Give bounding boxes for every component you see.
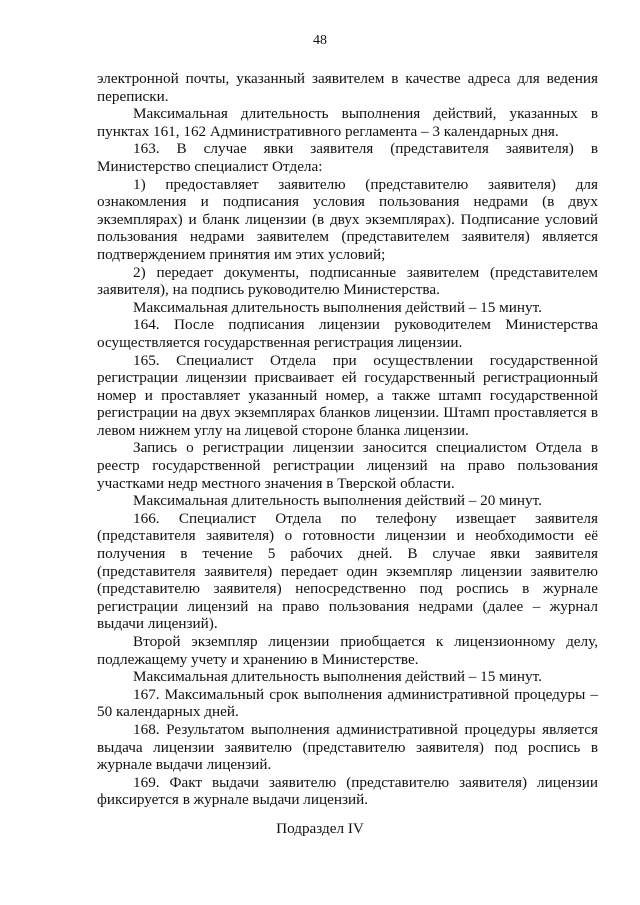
document-body (97, 70, 598, 809)
paragraph: 166. Специалист Отдела по телефону извещает заявителя (представителя заявителя) о готовности лицензии и необходимости её получения в течение 5 рабочих дней. В случае явки заявителя (представителя заявителя) передает один экземпляр лицензии заявителю (представителю заявителя) непосредственно под роспись в журнале регистрации лицензий на право пользования недрами (далее – журнал выдачи лицензий). (97, 509, 598, 633)
paragraph: 164. После подписания лицензии руководителем Министерства осуществляется государственная регистрация лицензии. (97, 316, 598, 351)
paragraph: электронной почты, указанный заявителем в качестве адреса для ведения переписки. (97, 70, 598, 105)
paragraph: 163. В случае явки заявителя (представителя заявителя) в Министерство специалист Отдела: (97, 140, 598, 175)
paragraph: 167. Максимальный срок выполнения административной процедуры – 50 календарных дней. (97, 685, 598, 721)
paragraph: 169. Факт выдачи заявителю (представителю заявителя) лицензии фиксируется в журнале выдачи лицензий. (97, 773, 598, 809)
paragraph: Максимальная длительность выполнения действий – 15 минут. (133, 298, 542, 316)
paragraph: 1) предоставляет заявителю (представителю заявителя) для ознакомления и подписания условия пользования недрами (в двух экземплярах) и бланк лицензии (в двух экземплярах). Подписание условий пользования недрами заявителем (представителем заявителя) является подтверждением принятия им этих условий; (97, 175, 598, 263)
subsection-heading: Подраздел IV (276, 820, 364, 837)
paragraph: 2) передает документы, подписанные заявителем (представителем заявителя), на подпись руководителю Министерства. (97, 263, 598, 299)
paragraph: 168. Результатом выполнения административной процедуры является выдача лицензии заявителю (представителю заявителя) под роспись в журнале выдачи лицензий. (97, 720, 598, 774)
paragraph: Запись о регистрации лицензии заносится специалистом Отдела в реестр государственной регистрации лицензий на право пользования участками недр местного значения в Тверской области. (97, 439, 598, 492)
paragraph: Максимальная длительность выполнения действий – 15 минут. (133, 668, 542, 686)
paragraph: Максимальная длительность выполнения действий, указанных в пунктах 161, 162 Административного регламента – 3 календарных дня. (97, 105, 598, 140)
paragraph: 165. Специалист Отдела при осуществлении государственной регистрации лицензии присваивает ей государственный регистрационный номер и проставляет указанный номер, а также штамп государственной регистрации на двух экземплярах бланков лицензии. Штамп проставляется в левом нижнем углу на лицевой стороне бланка лицензии. (97, 351, 598, 439)
paragraph: Второй экземпляр лицензии приобщается к лицензионному делу, подлежащему учету и хранению в Министерстве. (97, 633, 598, 668)
page-number: 48 (313, 33, 327, 48)
paragraph: Максимальная длительность выполнения действий – 20 минут. (133, 492, 542, 510)
